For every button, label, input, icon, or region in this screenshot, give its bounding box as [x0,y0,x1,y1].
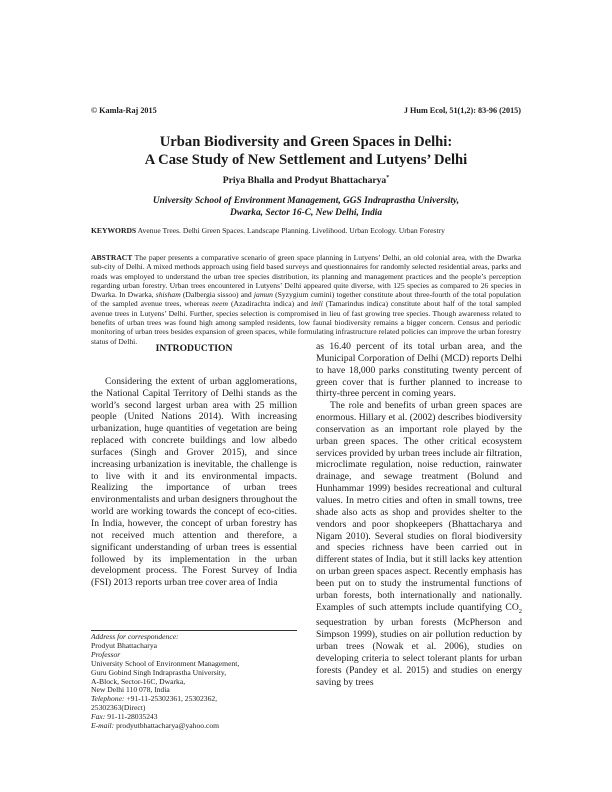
affiliation [91,196,521,219]
left-column [91,341,297,589]
footnote-divider [91,630,297,631]
introduction-paragraph-1: Considering the extent of urban agglomerations, the National Capital Territory of Delhi stands as the world’s second largest urban area with 25 million people (United Nations 2014). With increasing urbanization, huge quantities of vegetation are being replaced with concrete buildings and low albedo surfaces (Singh and Grover 2015), and since increasing urbanization is inevitable, the challenge is to live with it and its environmental impacts. Realizing the importance of urban trees environmentalists and urban designers throughout the world are working towards the concept of eco-cities. In India, however, the concept of urban forestry has not received much attention and therefore, a significant understanding of urban trees is essential followed by its implementation in the urban development process. The Forest Survey of India (FSI) 2013 reports urban tree cover area of India [91,375,297,589]
telephone-label: Telephone: [91,694,125,704]
species-shisham-sci: (Dalbergia sissoo) [182,290,239,300]
species-neem-sci: (Azadirachta indica) [230,299,295,309]
fax-label: Fax: [91,712,106,722]
species-jamun-sci: (Syzygium cumini) [275,290,335,300]
abstract-text-2: together constitute about three-fourth of the total population of the sampled avenue trees, whereas [91,290,521,309]
species-imli: imli [310,299,323,309]
affiliation-line-1: University School of Environment Management, GGS Indraprastha University, [152,196,460,206]
correspondence-address [91,633,297,731]
keywords-label: KEYWORDS [91,226,137,235]
keywords-text: Avenue Trees. Delhi Green Spaces. Landscape Planning. Livelihood. Urban Ecology. Urban Forestry [137,226,445,235]
title-line-1: Urban Biodiversity and Green Spaces in Delhi: [159,134,453,150]
journal-citation: J Hum Ecol, 51(1,2): 83-96 (2015) [403,106,521,115]
telephone-value: +91-11-25302361, 25302362, [124,694,218,704]
keywords-block [91,226,521,235]
journal-copyright: © Kamla-Raj 2015 [91,106,157,115]
fax-value: 91-11-28035243 [105,712,158,722]
affiliation-line-2: Dwarka, Sector 16-C, New Delhi, India [229,207,383,218]
author-list [91,175,521,186]
address-position: Professor [91,649,121,659]
introduction-heading: INTRODUCTION [155,343,233,354]
species-shisham: shisham [155,290,181,300]
title-line-2: A Case Study of New Settlement and Lutyens’ Delhi [144,151,468,168]
address-telephone-2: 25302363(Direct) [91,703,146,713]
introduction-paragraph-2 [316,400,522,688]
address-email [91,722,297,731]
address-line-2: Guru Gobind Singh Indraprastha University, [91,667,227,677]
address-line-3: A-Block, Sector-16C, Dwarka, [91,676,186,686]
para2-text-a: The role and benefits of urban green spaces are enormous. Hillary et al. (2002) describes biodiversity conservation as an important role played by the urban green spaces. The other critical ecosystem services provided by urban trees include air filtration, microclimate regulation, noise reduction, rainwater drainage, and sewage treatment (Bolund and Hunhammar 1999) besides recreational and cultural values. In metro cities and often in small towns, tree shade also acts as shop and provides shelter to the vendors and poor shopkeepers (Bhattacharya and Nigam 2010). Several studies on floral biodiversity and species richness have been carried out in different states of India, but it still lacks key attention on urban green spaces aspect. Recently emphasis has been put on to study the instrumental functions of urban forests, both internationally and nationally. Examples of such attempts include quantifying CO [316,400,522,613]
abstract-block [91,253,521,346]
email-label: E-mail: [91,721,115,731]
abstract-text-3: constitute about half of the total sampled avenue trees in Lutyens’ Delhi. Further, species selection is compromised in lieu of fast growing tree species. Though awareness related to benefits of urban trees was found high among sampled residents, low faunal biodiversity remains a bigger concern. Census and periodic monitoring of urban trees besides expansion of green spaces, while formulating infrastructure related policies can improve the urban forestry status of Delhi. [91,299,521,346]
email-value: prodyutbhattacharya@yahoo.com [114,721,220,731]
address-line-1: University School of Environment Management, [91,658,240,668]
co2-subscript: 2 [518,607,522,615]
abstract-and-1: and [240,290,252,300]
right-column [316,341,522,688]
corresponding-mark: * [386,175,390,181]
paper-title [91,134,521,169]
para2-text-b: sequestration by urban forests (McPherson and Simpson 1999), studies on air pollution reduction by urban trees (Nowak et al. 2006), studies on developing criteria to select tolerant plants for urban forests (Pandey et al. 2015) and studies on energy saving by trees [316,617,522,688]
species-imli-sci: (Tamarindus indica) [325,299,388,309]
abstract-label: ABSTRACT [91,253,133,262]
species-jamun: jamun [253,290,273,300]
abstract-and-2: and [297,299,309,309]
address-name: Prodyut Bhattacharya [91,640,158,650]
species-neem: neem [212,299,229,309]
abstract-text-1: The paper presents a comparative scenario of green space planning in Lutyens’ Delhi, an old colonial area, with the Dwarka sub-city of Delhi. A mixed methods approach using field based surveys and questionnaires for randomly selected residential areas, parks and roads was employed to understand the urban tree species distribution, its planning and management practices and the people’s perception regarding urban forestry. Urban trees encountered in Lutyens’ Delhi appeared quite diverse, with 125 species as compared to 26 species in Dwarka. In Dwarka, [91,253,521,300]
introduction-paragraph-1-continued: as 16.40 percent of its total urban area, and the Municipal Corporation of Delhi (MCD) reports Delhi to have 18,000 parks constituting twenty percent of green cover that is further planned to increase to thirty-three percent in coming years. [316,341,522,400]
address-line-4: New Delhi 110 078, India [91,685,170,695]
address-label: Address for correspondence: [91,632,179,641]
author-names: Priya Bhalla and Prodyut Bhattacharya [222,175,387,187]
